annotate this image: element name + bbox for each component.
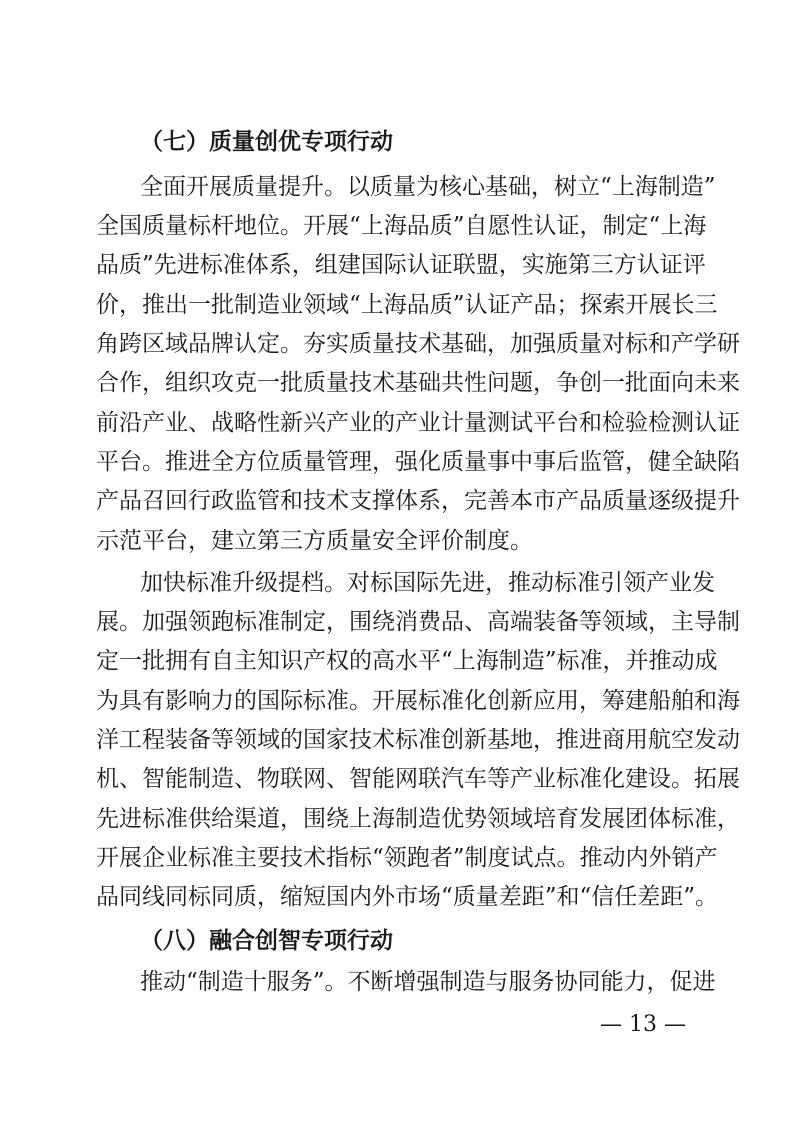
section-heading [0,127,800,157]
paragraph-line [0,882,800,912]
page-number: — 13 — [600,1012,686,1037]
paragraph-line-text: 为具有影响力的国际标准。开展标准化创新应用，筹建船舶和海 [96,688,740,714]
paragraph-line [0,804,800,834]
paragraph-line [0,447,800,477]
paragraph-line [0,408,800,438]
paragraph-line-text: 示范平台，建立第三方质量安全评价制度。 [96,528,533,554]
paragraph-line-text: 机、智能制造、物联网、智能网联汽车等产业标准化建设。拓展 [96,766,740,792]
paragraph-line-text: 角跨区域品牌认定。夯实质量技术基础，加强质量对标和产学研 [96,331,740,357]
paragraph-line [0,568,800,598]
paragraph-line [0,646,800,676]
paragraph-line-text: 展。加强领跑标准制定，围绕消费品、高端装备等领域，主导制 [96,609,740,635]
paragraph-line [0,486,800,516]
paragraph-line-text: 开展企业标准主要技术指标“领跑者”制度试点。推动内外销产 [96,845,718,871]
paragraph-line-text: 全国质量标杆地位。开展“上海品质”自愿性认证，制定“上海 [96,213,707,239]
paragraph-line-text: 洋工程装备等领域的国家技术标准创新基地，推进商用航空发动 [96,727,740,753]
paragraph-line [0,290,800,320]
paragraph-line [0,725,800,755]
paragraph-line [0,250,800,280]
paragraph-line [0,607,800,637]
paragraph-line-text: 合作，组织攻克一批质量技术基础共性问题，争创一批面向未来 [96,370,740,396]
paragraph-line-text: 先进标准供给渠道，围绕上海制造优势领域培育发展团体标准， [96,806,740,832]
paragraph-line [0,329,800,359]
paragraph-line-text: 推动“制造十服务”。不断增强制造与服务协同能力，促进 [140,969,716,995]
paragraph-line-text: 产品召回行政监管和技术支撑体系，完善本市产品质量逐级提升 [96,488,740,514]
paragraph-line [0,211,800,241]
section-heading-text: （八）融合创智专项行动 [140,927,393,954]
paragraph-line-text: 定一批拥有自主知识产权的高水平“上海制造”标准，并推动成 [96,648,718,674]
paragraph-line [0,172,800,202]
paragraph-line [0,526,800,556]
paragraph-line [0,368,800,398]
section-heading [0,926,800,956]
paragraph-line-text: 全面开展质量提升。以质量为核心基础，树立“上海制造” [140,174,716,200]
paragraph-line [0,967,800,997]
paragraph-line-text: 前沿产业、战略性新兴产业的产业计量测试平台和检验检测认证 [96,410,740,436]
paragraph-line [0,686,800,716]
section-heading-text: （七）质量创优专项行动 [140,128,393,155]
paragraph-line-text: 平台。推进全方位质量管理，强化质量事中事后监管，健全缺陷 [96,449,740,475]
paragraph-line-text: 品质”先进标准体系，组建国际认证联盟，实施第三方认证评 [96,252,706,278]
paragraph-line [0,843,800,873]
paragraph-line-text: 加快标准升级提档。对标国际先进，推动标准引领产业发 [140,570,715,596]
paragraph-line [0,764,800,794]
paragraph-line-text: 价，推出一批制造业领域“上海品质”认证产品；探索开展长三 [96,292,718,318]
paragraph-line-text: 品同线同标同质，缩短国内外市场“质量差距”和“信任差距”。 [96,884,719,910]
